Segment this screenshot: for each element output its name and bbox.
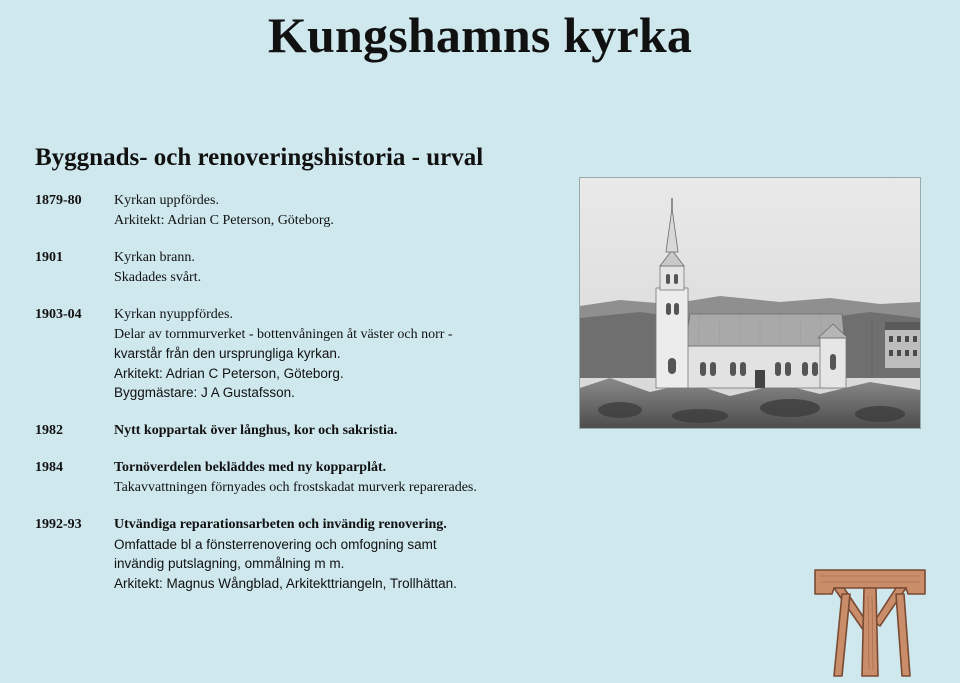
timeline-description <box>114 305 575 403</box>
timeline-description <box>114 515 575 593</box>
timeline-line: Arkitekt: Adrian C Peterson, Göteborg. <box>114 365 344 381</box>
timeline-line: Takavvattningen förnyades och frostskadat murverk reparerades. <box>114 479 477 495</box>
timeline-year: 1903-04 <box>35 307 82 322</box>
wooden-cross-logo <box>812 566 928 678</box>
timeline-description <box>114 421 575 441</box>
timeline-description <box>114 248 575 287</box>
timeline-line: Kyrkan brann. <box>114 250 195 265</box>
timeline-line: Kyrkan nyuppfördes. <box>114 307 233 322</box>
timeline-entry <box>35 515 575 593</box>
timeline-entry <box>35 305 575 403</box>
timeline-year: 1901 <box>35 250 63 265</box>
timeline-line: Skadades svårt. <box>114 269 202 285</box>
history-timeline <box>35 191 575 611</box>
timeline-line: kvarstår från den ursprungliga kyrkan. <box>114 346 341 361</box>
timeline-entry <box>35 191 575 230</box>
timeline-year: 1984 <box>35 460 63 475</box>
timeline-year: 1879-80 <box>35 193 82 208</box>
timeline-line: Nytt koppartak över långhus, kor och sakristia. <box>114 422 398 438</box>
timeline-line: Byggmästare: J A Gustafsson. <box>114 385 295 400</box>
timeline-description <box>114 458 575 497</box>
timeline-entry <box>35 248 575 287</box>
timeline-line: Omfattade bl a fönsterrenovering och omfogning samt <box>114 536 437 552</box>
timeline-line: Utvändiga reparationsarbeten och invändig renovering. <box>114 517 447 532</box>
timeline-line: Kyrkan uppfördes. <box>114 193 219 208</box>
timeline-line: Arkitekt: Magnus Wångblad, Arkitekttriangeln, Trollhättan. <box>114 575 457 591</box>
timeline-year: 1982 <box>35 422 63 438</box>
timeline-year: 1992-93 <box>35 517 82 532</box>
page-title: Kungshamns kyrka <box>267 7 693 63</box>
timeline-entry <box>35 458 575 497</box>
timeline-line: Delar av tornmurverket - bottenvåningen åt väster och norr - <box>114 326 453 342</box>
timeline-entry <box>35 421 575 441</box>
timeline-line: Arkitekt: Adrian C Peterson, Göteborg. <box>114 212 334 228</box>
section-subtitle: Byggnads- och renoveringshistoria - urval <box>35 144 484 171</box>
timeline-line: Tornöverdelen bekläddes med ny kopparplåt. <box>114 460 387 475</box>
timeline-description <box>114 191 575 230</box>
church-photograph <box>580 178 920 428</box>
timeline-line: invändig putslagning, ommålning m m. <box>114 556 345 571</box>
